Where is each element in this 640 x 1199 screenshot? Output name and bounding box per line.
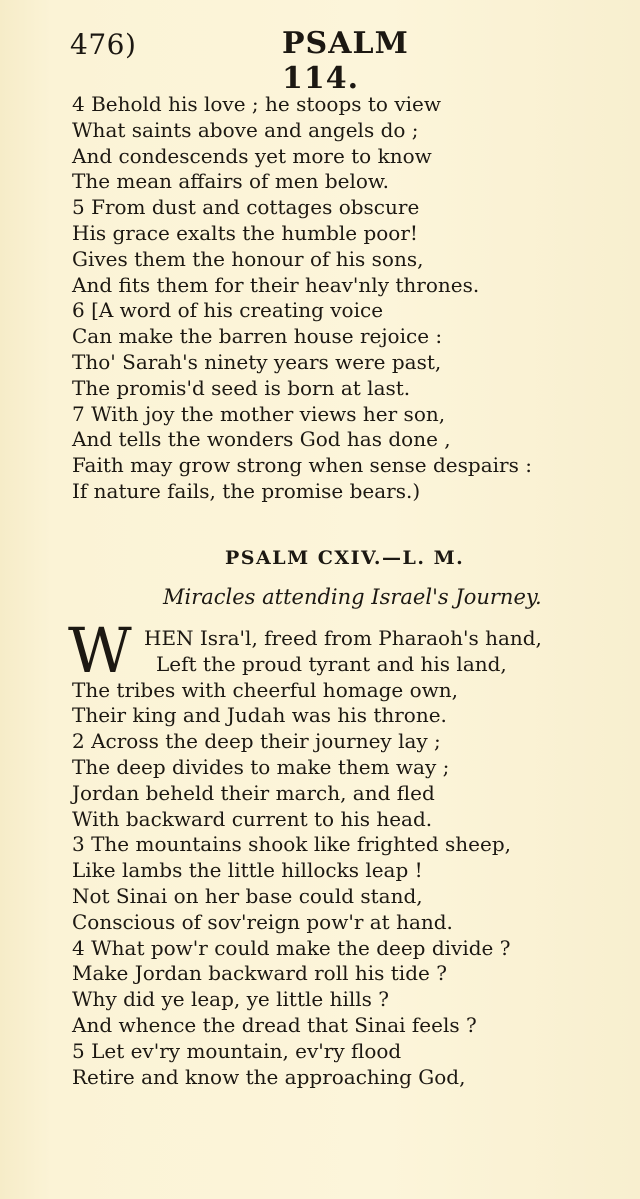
drop-cap: W [68,614,132,687]
verse-line: The tribes with cheerful homage own, [72,677,459,702]
verse-line: Their king and Judah was his throne. [72,703,447,728]
verse-line: Can make the barren house rejoice : [72,324,443,349]
psalm-heading: PSALM CXIV.—L. M. [225,547,465,569]
verse-line: And whence the dread that Sinai feels ? [72,1012,477,1037]
verse-line: Conscious of sov'reign pow'r at hand. [72,909,453,934]
verse-line: Retire and know the approaching God, [72,1064,466,1089]
verse-line: The promis'd seed is born at last. [72,375,411,400]
verse-line: Why did ye leap, ye little hills ? [72,987,389,1012]
running-title: PSALM 114. [282,26,409,96]
verse-line: 5 From dust and cottages obscure [72,195,420,220]
verse-line: 6 [A word of his creating voice [72,298,384,323]
verse-line: Faith may grow strong when sense despairs : [72,453,532,478]
verse-line: Make Jordan backward roll his tide ? [72,961,447,986]
verse-line: His grace exalts the humble poor! [72,220,418,245]
verse-line: If nature fails, the promise bears.) [72,478,421,503]
psalm-subtitle: Miracles attending Israel's Journey. [163,585,542,609]
verse-line: 3 The mountains shook like frighted sheep, [72,832,511,857]
verse-line: With backward current to his head. [72,806,433,831]
psalm-114-text [72,626,592,1090]
verse-line: 4 Behold his love ; he stoops to view [72,92,441,116]
verse-line: 4 What pow'r could make the deep divide ? [72,935,511,960]
verse-line: What saints above and angels do ; [72,117,419,142]
verse-line: Left the proud tyrant and his land, [156,651,507,676]
verse-line: HEN Isra'l, freed from Pharaoh's hand, [144,626,542,650]
verse-line: And condescends yet more to know [72,143,432,168]
verse-line: 5 Let ev'ry mountain, ev'ry flood [72,1038,402,1063]
verse-line: Like lambs the little hillocks leap ! [72,858,423,883]
verse-line: Tho' Sarah's ninety years were past, [72,349,442,374]
verse-line: And tells the wonders God has done , [72,427,451,452]
verse-line: Not Sinai on her base could stand, [72,883,423,908]
verse-line: And fits them for their heav'nly thrones. [72,272,480,297]
verse-line: 2 Across the deep their journey lay ; [72,729,441,754]
page-number: 476) [70,28,137,61]
verse-line: 7 With joy the mother views her son, [72,401,446,426]
verse-line: Jordan beheld their march, and fled [72,780,435,805]
verse-line: The mean affairs of men below. [72,169,390,194]
page-header [70,22,470,96]
verse-line: The deep divides to make them way ; [72,754,450,779]
psalm-113-continuation [72,92,592,505]
verse-line: Gives them the honour of his sons, [72,246,424,271]
